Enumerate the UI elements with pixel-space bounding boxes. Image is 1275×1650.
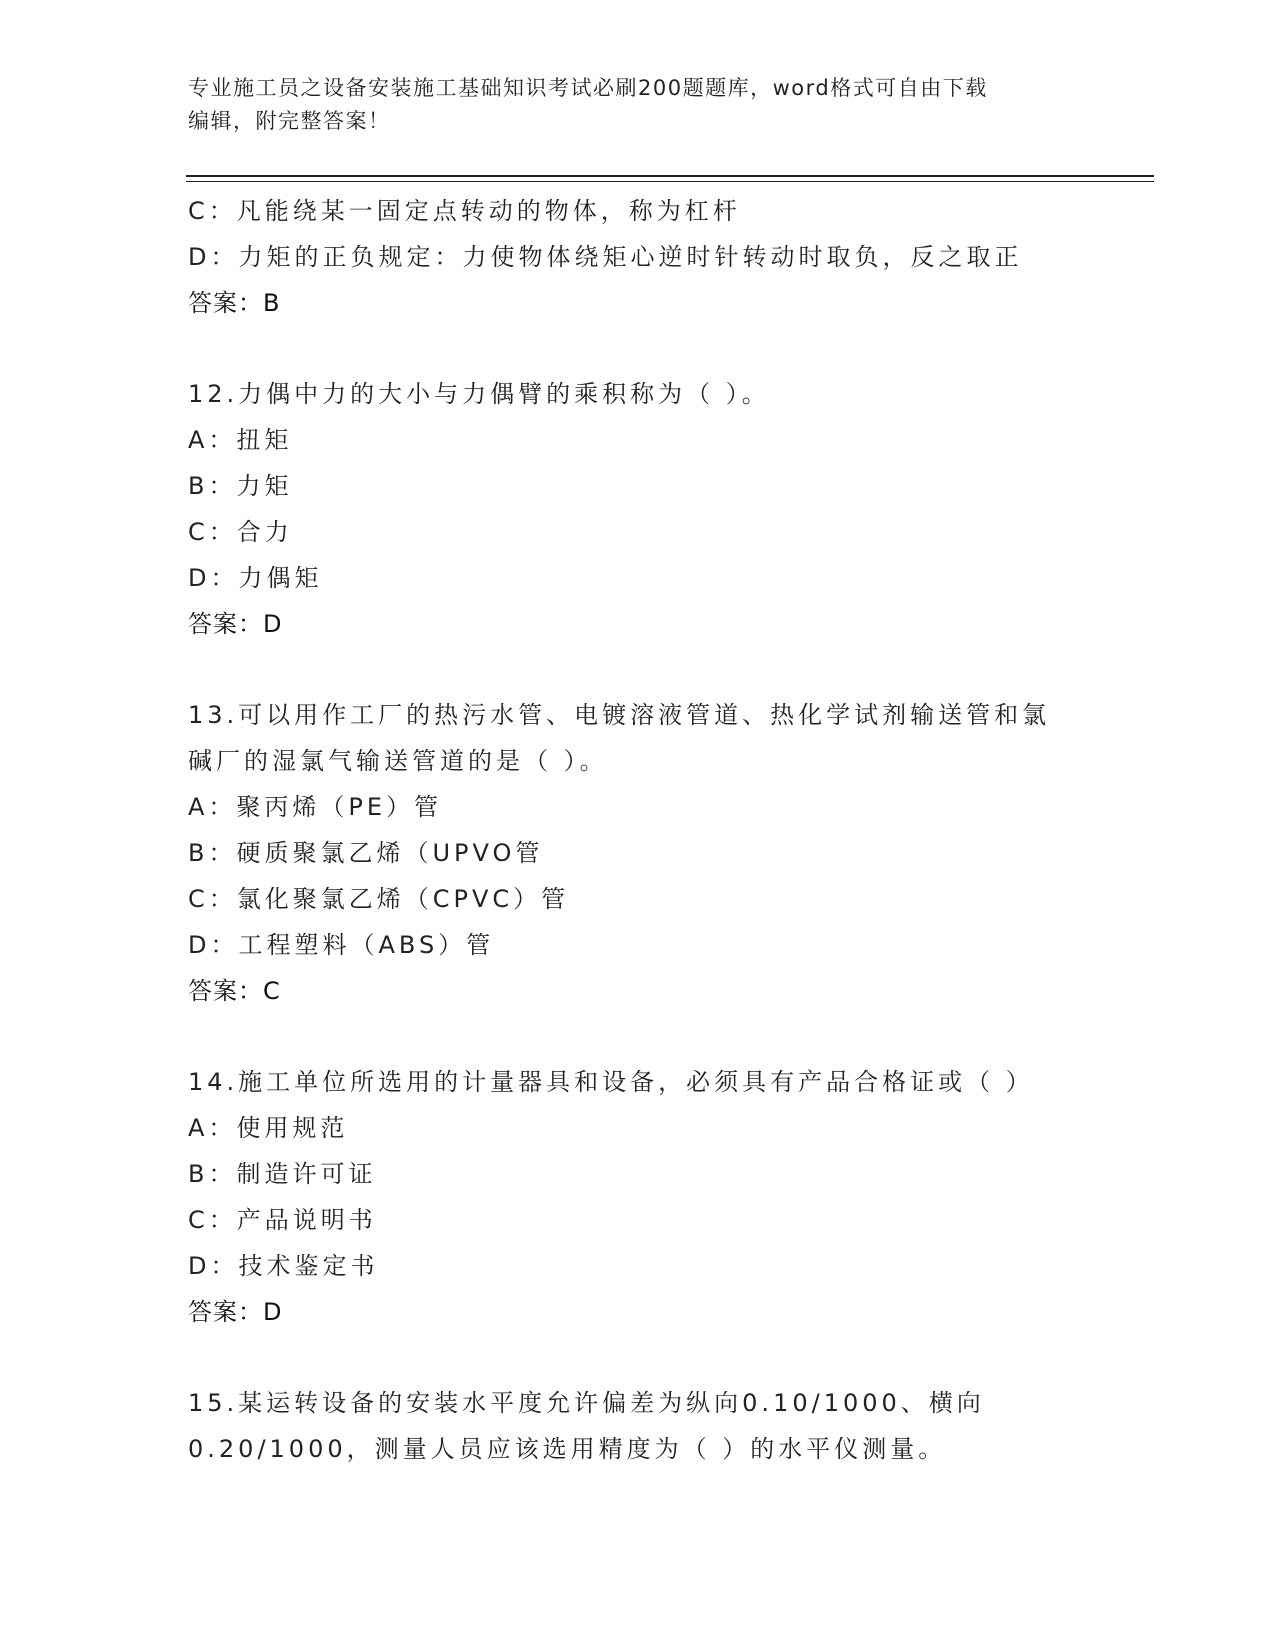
answer-line: 答案：B [188,289,281,317]
spacer [188,326,1088,371]
option-b: B：硬质聚氯乙烯（UPVO管 [188,839,544,867]
question-stem-line-2: 0.20/1000，测量人员应该选用精度为（ ）的水平仪测量。 [188,1435,947,1463]
answer-line: 答案：C [188,977,281,1005]
header-title-line-1: 专业施工员之设备安装施工基础知识考试必刷200题题库，word格式可自由下载 [188,76,988,100]
option-b: B：力矩 [188,472,293,500]
answer-line: 答案：D [188,610,283,638]
option-c: C：氯化聚氯乙烯（CPVC）管 [188,885,570,913]
option-d: D：技术鉴定书 [188,1252,379,1280]
option-b: B：制造许可证 [188,1160,377,1188]
question-list [188,188,1088,1472]
option-d: D：力偶矩 [188,564,323,592]
question-stem: 12.力偶中力的大小与力偶臂的乘积称为（ ）。 [188,380,770,408]
question-stem-line-1: 15.某运转设备的安装水平度允许偏差为纵向0.10/1000、横向 [188,1389,985,1417]
option-a: A：使用规范 [188,1114,349,1142]
header-title-line-2: 编辑，附完整答案！ [188,109,391,133]
option-c: C：凡能绕某一固定点转动的物体，称为杠杆 [188,197,741,225]
question-14 [188,1059,1088,1335]
option-a: A：扭矩 [188,426,293,454]
question-stem-line-2: 碱厂的湿氯气输送管道的是（ ）。 [188,747,608,775]
document-header [188,72,1088,138]
option-d: D：力矩的正负规定：力使物体绕矩心逆时针转动时取负，反之取正 [188,243,1023,271]
option-a: A：聚丙烯（PE）管 [188,793,443,821]
question-13 [188,692,1088,1014]
option-d: D：工程塑料（ABS）管 [188,931,495,959]
question-11-partial [188,188,1088,326]
header-divider [186,175,1154,177]
option-c: C：产品说明书 [188,1206,377,1234]
answer-line: 答案：D [188,1298,283,1326]
option-c: C：合力 [188,518,293,546]
spacer [188,1014,1088,1059]
header-divider-thin [186,181,1154,182]
spacer [188,647,1088,692]
question-15 [188,1380,1088,1472]
question-stem-line-1: 13.可以用作工厂的热污水管、电镀溶液管道、热化学试剂输送管和氯 [188,701,1051,729]
question-stem: 14.施工单位所选用的计量器具和设备，必须具有产品合格证或（ ） [188,1068,1034,1096]
spacer [188,1335,1088,1380]
question-12 [188,371,1088,647]
